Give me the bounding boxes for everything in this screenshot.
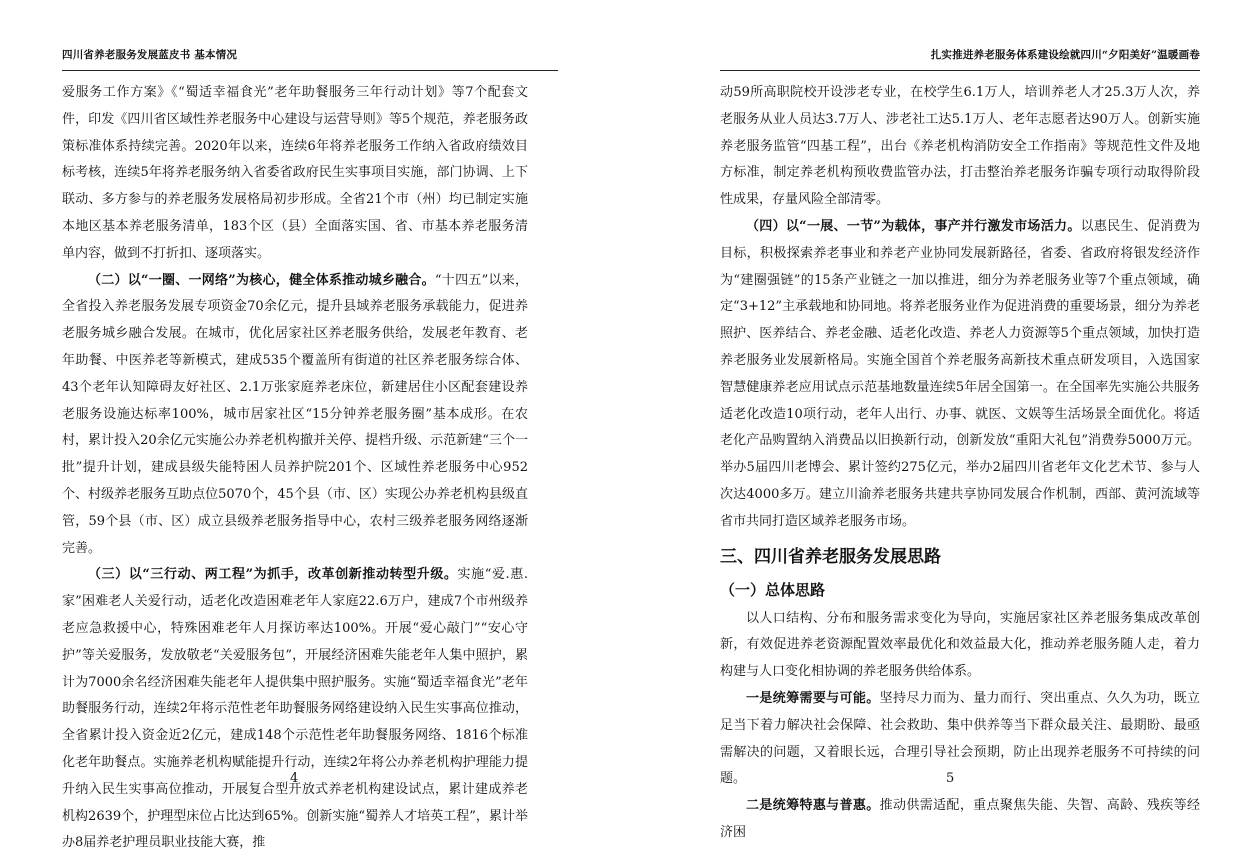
section-3-heading: （三）以“三行动、两工程”为抓手，改革创新推动转型升级。 (88, 567, 458, 583)
principle-1-heading: 一是统筹需要与可能。 (746, 690, 880, 706)
section-2-heading: （二）以“一圈、一网络”为核心，健全体系推动城乡融合。 (88, 272, 435, 288)
right-page (620, 0, 1240, 841)
subsection-heading: （一）总体思路 (720, 580, 826, 599)
right-page-number: 5 (946, 771, 955, 786)
principle-1-paragraph (720, 686, 1200, 793)
section-4-heading: （四）以“一展、一节”为载体，事产并行激发市场活力。 (746, 218, 1081, 234)
section-4-text: 以惠民生、促消费为目标，积极探索养老事业和养老产业协同发展新路径，省委、省政府将银发经济作为“建圈强链”的15条产业链之一加以推进，细分为养老服务业等7个重点领域，确定“3+12”主承载地和协同地。将养老服务业作为促进消费的重要场景，细分为养老照护、医养结合、养老金融、适老化改造、养老人力资源等5个重点领域，加快打造养老服务业发展新格局。实施全国首个养老服务高新技术重点研发项目，入选国家智慧健康养老应用试点示范基地数量连续5年居全国第一。在全国率先实施公共服务适老化改造10项行动，老年人出行、办事、就医、文娱等生活场景全面优化。将适老化产品购置纳入消费品以旧换新行动，创新发放“重阳大礼包”消费券5000万元。举办5届四川老博会、累计签约275亿元，举办2届四川省老年文化艺术节、参与人次达4000多万。建立川渝养老服务共建共享协同发展合作机制，西部、黄河流域等省市共同打造区域养老服务市场。 (720, 218, 1200, 529)
right-header-rule (720, 70, 1200, 71)
left-paragraph-3 (62, 562, 528, 857)
right-paragraph-1: 动59所高职院校开设涉老专业，在校学生6.1万人，培训养老人才25.3万人次，养老服务从业人员达3.7万人、涉老社工达5.1万人、老年志愿者达90万人。创新实施养老服务监管“四基工程”，出台《养老机构消防安全工作指南》等规范性文件及地方标准，制定养老机构预收费监管办法，打击整治养老服务诈骗专项行动取得阶段性成果，存量风险全部清零。 (720, 85, 1200, 208)
principle-2-text: 推动供需适配，重点聚焦失能、失智、高龄、残疾等经济困 (720, 798, 1200, 840)
left-page (0, 0, 620, 851)
section-3-text: 实施“爱.惠.家”困难老人关爱行动，适老化改造困难老年人家庭22.6万户，建成7个市州级养老应急救援中心，特殊困难老年人月探访率达100%。开展“爱心敲门”“安心守护”等关爱服务，发放敬老“关爱服务包”，开展经济困难失能老年人集中照护，累计为7000余名经济困难失能老年人提供集中照护服务。实施“蜀适幸福食光”老年助餐服务行动，连续2年将示范性老年助餐服务网络建设纳入民生实事高位推动，全省累计投入资金近2亿元，建成148个示范性老年助餐服务网络、1816个标准化老年助餐点。实施养老机构赋能提升行动，连续2年将公办养老机构护理能力提升纳入民生实事高位推动，开展复合型开放式养老机构建设试点，累计建成养老机构2639个，护理型床位占比达到65%。创新实施“蜀养人才培英工程”，累计举办8届养老护理员职业技能大赛，推 (62, 567, 528, 851)
left-page-number: 4 (290, 771, 299, 786)
left-page-body (62, 80, 528, 857)
right-page-body (720, 80, 1200, 847)
chapter-heading: 三、四川省养老服务发展思路 (720, 546, 941, 567)
principle-2-heading: 二是统筹特惠与普惠。 (746, 798, 880, 814)
left-running-head: 四川省养老服务发展蓝皮书 基本情况 (62, 49, 238, 61)
left-paragraph-2 (62, 268, 528, 563)
principle-1-text: 坚持尽力而为、量力而行、突出重点、久久为功，既立足当下着力解决社会保障、社会救助、集中供养等当下群众最关注、最期盼、最亟需解决的问题，又着眼长远，合理引导社会预期，防止出现养老服务不可持续的问题。 (720, 690, 1200, 787)
overall-approach-paragraph: 以人口结构、分布和服务需求变化为导向，实施居家社区养老服务集成改革创新，有效促进养老资源配置效率最优化和效益最大化，推动养老服务随人走，着力构建与人口变化相协调的养老服务供给体系。 (720, 610, 1200, 680)
right-paragraph-2 (720, 214, 1200, 536)
left-header-rule (62, 70, 558, 71)
left-paragraph-1: 爱服务工作方案》《“蜀适幸福食光”老年助餐服务三年行动计划》等7个配套文件，印发《四川省区域性养老服务中心建设与运营导则》等5个规范，养老服务政策标准体系持续完善。2020年以来，连续6年将养老服务工作纳入省政府绩效目标考核，连续5年将养老服务纳入省委省政府民生实事项目实施，部门协调、上下联动、多方参与的养老服务发展格局初步形成。全省21个市（州）均已制定实施本地区基本养老服务清单，183个区（县）全面落实国、省、市基本养老服务清单内容，做到不打折扣、逐项落实。 (62, 85, 528, 261)
principle-2-paragraph (720, 793, 1200, 847)
section-2-text: “十四五”以来，全省投入养老服务发展专项资金70余亿元，提升县域养老服务承载能力，促进养老服务城乡融合发展。在城市，优化居家社区养老服务供给，发展老年教育、老年助餐、中医养老等新模式，建成535个覆盖所有街道的社区养老服务综合体、43个老年认知障碍友好社区、2.1万张家庭养老床位，新建居住小区配套建设养老服务设施达标率100%，城市居家社区“15分钟养老服务圈”基本成形。在农村，累计投入20余亿元实施公办养老机构撤并关停、提档升级、示范新建“三个一批”提升计划，建成县级失能特困人员养护院201个、区域性养老服务中心952个、村级养老服务互助点位5070个，45个县（市、区）实现公办养老机构县级直管，59个县（市、区）成立县级养老服务指导中心，农村三级养老服务网络逐渐完善。 (62, 272, 528, 556)
right-running-head: 扎实推进养老服务体系建设绘就四川“夕阳美好”温暖画卷 (930, 49, 1200, 61)
